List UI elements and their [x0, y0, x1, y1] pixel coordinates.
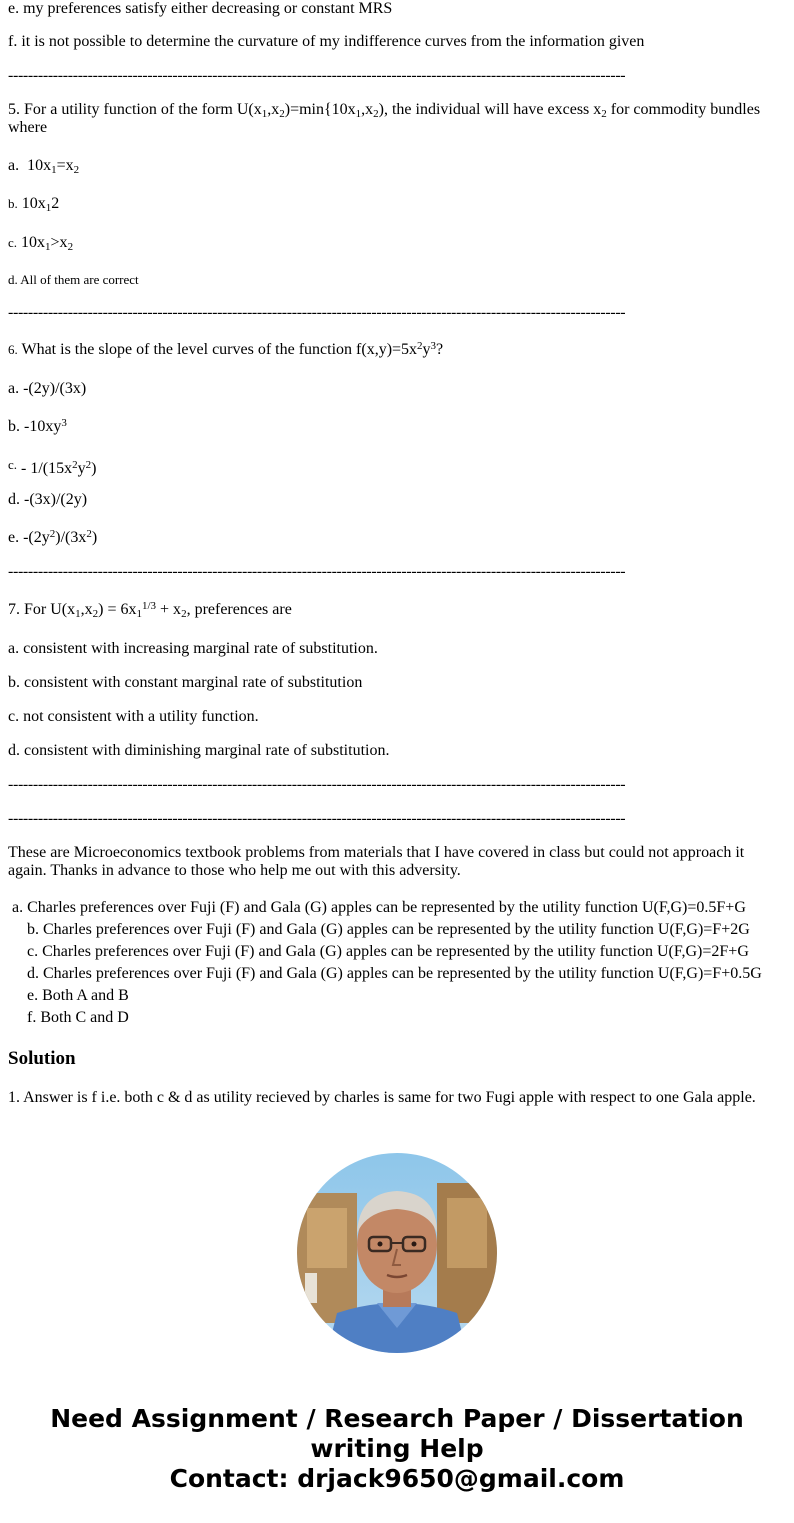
q5-option-d: d. All of them are correct: [8, 272, 139, 287]
q7-option-a: a. consistent with increasing marginal rate of substitution.: [8, 640, 378, 657]
solution-heading: Solution: [8, 1048, 76, 1069]
divider: ----------------------------------------------------------------------------------------------------------------------------: [8, 810, 626, 827]
divider: ----------------------------------------------------------------------------------------------------------------------------: [8, 776, 626, 793]
q6-option-d: d. -(3x)/(2y): [8, 491, 88, 508]
author-photo: [297, 1153, 497, 1353]
intro-paragraph: These are Microeconomics textbook problems from materials that I have covered in class but could not approach it again. Thanks in advance to those who help me out with this adversity.: [8, 844, 745, 879]
promo-contact: Contact: drjack9650@gmail.com: [169, 1464, 625, 1493]
q5-question: 5. For a utility function of the form $U(x_1,x_2)=\min\{10x_1,x_2)$, the individual will have excess $x_2$ for commodity bundles where: [8, 101, 761, 136]
q6-question: 6. What is the slope of the level curves of the function $f(x,y)=5x^2y^3$?: [8, 340, 444, 358]
divider: ----------------------------------------------------------------------------------------------------------------------------: [8, 67, 626, 84]
q7-option-d: d. consistent with diminishing marginal rate of substitution.: [8, 742, 390, 759]
q6-option-b: b. $-10xy^3$: [8, 417, 67, 435]
charles-option-d: d. Charles preferences over Fuji (F) and Gala (G) apples can be represented by the utility function U(F,G)=F+0.5G: [27, 965, 762, 982]
q5-option-a: a. $10x_1=x_2$: [8, 157, 80, 176]
promo-line-1: Need Assignment / Research Paper / Dissertation: [50, 1404, 744, 1433]
q6-option-c: $^{c.} - 1/(15x^2y^2)$: [8, 457, 97, 477]
divider: ----------------------------------------------------------------------------------------------------------------------------: [8, 304, 626, 321]
divider: ----------------------------------------------------------------------------------------------------------------------------: [8, 563, 626, 580]
q6-option-a: a. -(2y)/(3x): [8, 380, 87, 397]
charles-option-f: f. Both C and D: [27, 1009, 129, 1026]
charles-option-a: a. Charles preferences over Fuji (F) and Gala (G) apples can be represented by the utility function U(F,G)=0.5F+G: [12, 899, 746, 916]
q5-option-b: b. $10x_12$: [8, 195, 60, 214]
q5-option-c: c. $10x_1>x_2$: [8, 234, 74, 253]
q4-option-e: e. my preferences satisfy either decreasing or constant MRS: [8, 0, 393, 17]
q7-option-c: c. not consistent with a utility function.: [8, 708, 259, 725]
q7-option-b: b. consistent with constant marginal rate of substitution: [8, 674, 363, 691]
charles-option-c: c. Charles preferences over Fuji (F) and Gala (G) apples can be represented by the utility function U(F,G)=2F+G: [27, 943, 749, 960]
charles-option-b: b. Charles preferences over Fuji (F) and Gala (G) apples can be represented by the utility function U(F,G)=F+2G: [27, 921, 750, 938]
solution-answer: 1. Answer is f i.e. both c & d as utility recieved by charles is same for two Fugi apple with respect to one Gala apple.: [8, 1089, 756, 1106]
q7-question: 7. For $U(x_1,x_2) = 6x_1^{1/3} + x_2$, preferences are: [8, 600, 292, 620]
charles-option-e: e. Both A and B: [27, 987, 129, 1004]
q4-option-f: f. it is not possible to determine the curvature of my indifference curves from the information given: [8, 33, 645, 50]
promo-line-2: writing Help: [310, 1434, 484, 1463]
q6-option-e: e. $-(2y^2)/(3x^2)$: [8, 528, 98, 546]
